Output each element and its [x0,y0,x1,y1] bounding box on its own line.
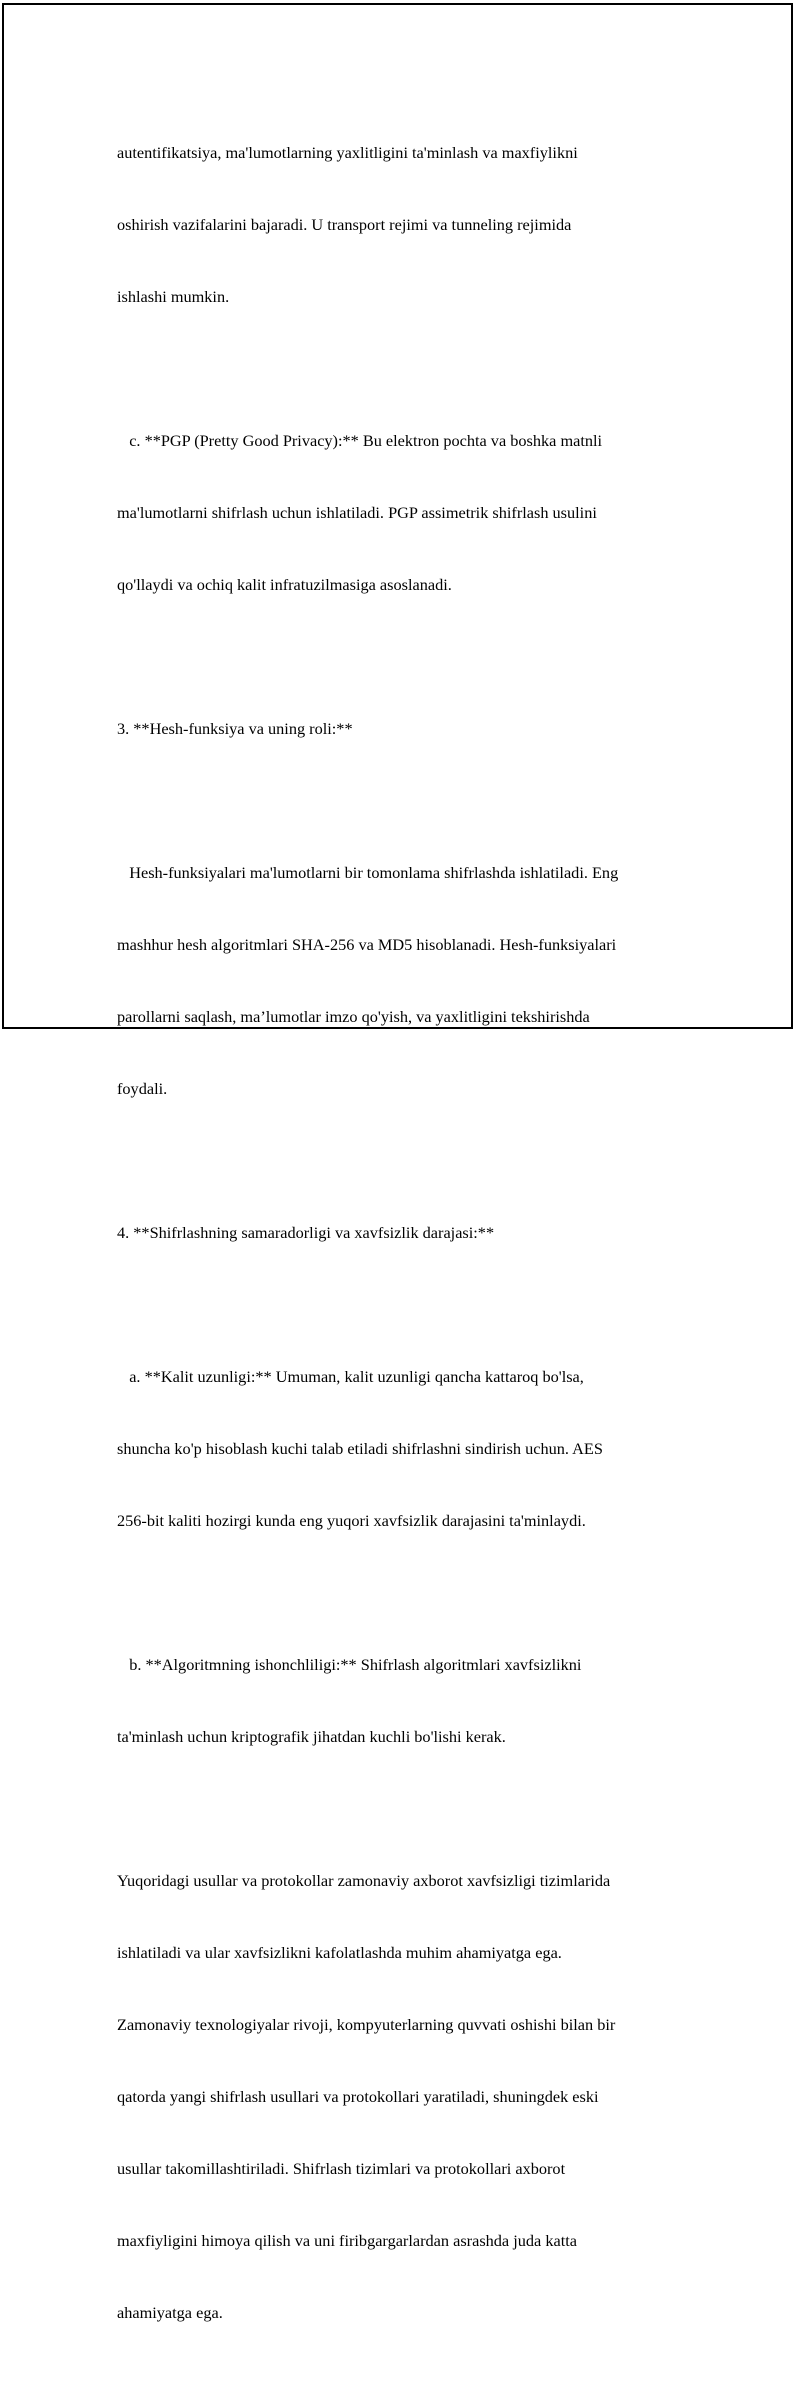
text-line: shuncha ko'p hisoblash kuchi talab etiladi shifrlashni sindirish uchun. AES [117,1439,603,1458]
text-line: 4. **Shifrlashning samaradorligi va xavfsizlik darajasi:** [117,1223,495,1242]
text-line: qo'llaydi va ochiq kalit infratuzilmasiga asoslanadi. [117,575,452,594]
text-line: foydali. [117,1079,168,1098]
text-line: oshirish vazifalarini bajaradi. U transport rejimi va tunneling rejimida [117,215,572,234]
text-line: a. **Kalit uzunligi:** Umuman, kalit uzunligi qancha kattaroq bo'lsa, [117,1367,584,1386]
paragraph-pgp [117,381,697,645]
text-line: ishlatiladi va ular xavfsizlikni kafolatlashda muhim ahamiyatga ega. [117,1943,562,1962]
text-line: usullar takomillashtiriladi. Shifrlash tizimlari va protokollari axborot [117,2159,566,2178]
text-line: ahamiyatga ega. [117,2303,223,2322]
text-line: maxfiyligini himoya qilish va uni firibgargarlardan asrashda juda katta [117,2231,577,2250]
paragraph-hash-body [117,813,697,1149]
text-line: parollarni saqlash, ma’lumotlar imzo qo'yish, va yaxlitligini tekshirishda [117,1007,590,1026]
paragraph-key-length [117,1317,697,1581]
text-line: 256-bit kaliti hozirgi kunda eng yuqori xavfsizlik darajasini ta'minlaydi. [117,1511,586,1530]
text-line: ta'minlash uchun kriptografik jihatdan kuchli bo'lishi kerak. [117,1727,506,1746]
text-line: qatorda yangi shifrlash usullari va protokollari yaratiladi, shuningdek eski [117,2087,599,2106]
text-line: c. **PGP (Pretty Good Privacy):** Bu elektron pochta va boshka matnli [117,431,603,450]
text-line: Hesh-funksiyalari ma'lumotlarni bir tomonlama shifrlashda ishlatiladi. Eng [117,863,619,882]
paragraph-ipsec-continued [117,93,697,357]
section-heading-hash-function [117,669,697,789]
paragraph-conclusion [117,1821,697,2373]
text-line: Zamonaviy texnologiyalar rivoji, kompyuterlarning quvvati oshishi bilan bir [117,2015,616,2034]
paragraph-algorithm-reliability [117,1605,697,1797]
text-line: autentifikatsiya, ma'lumotlarning yaxlitligini ta'minlash va maxfiylikni [117,143,578,162]
section-heading-encryption-efficiency [117,1173,697,1293]
text-line: Yuqoridagi usullar va protokollar zamonaviy axborot xavfsizligi tizimlarida [117,1871,611,1890]
text-line: ma'lumotlarni shifrlash uchun ishlatiladi. PGP assimetrik shifrlash usulini [117,503,597,522]
text-line: mashhur hesh algoritmlari SHA-256 va MD5 hisoblanadi. Hesh-funksiyalari [117,935,617,954]
text-line: b. **Algoritmning ishonchliligi:** Shifrlash algoritmlari xavfsizlikni [117,1655,582,1674]
text-line: 3. **Hesh-funksiya va uning roli:** [117,719,353,738]
text-line: ishlashi mumkin. [117,287,230,306]
document-body [117,93,697,2397]
